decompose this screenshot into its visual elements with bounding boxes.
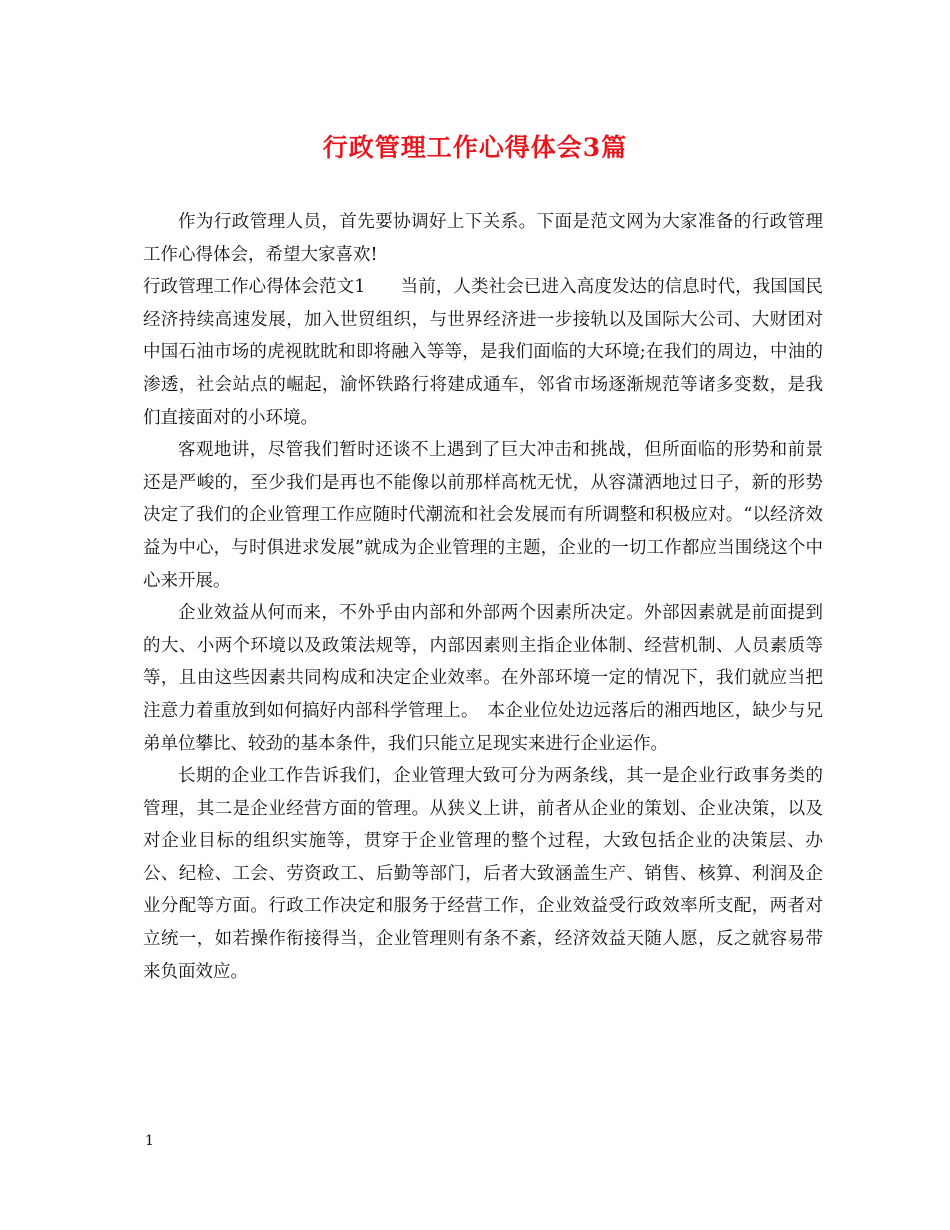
document-title: 行政管理工作心得体会3篇 bbox=[322, 133, 628, 162]
paragraph-3: 企业效益从何而来，不外乎由内部和外部两个因素所决定。外部因素就是前面提到的大、小两个环境以及政策法规等，内部因素则主指企业体制、经营机制、人员素质等等，且由这些因素共同构成和决定企业效率。在外部环境一定的情况下，我们就应当把注意力着重放到如何搞好内部科学管理上。 本企业位处边远落后的湘西地区，缺少与兄弟单位攀比、较劲的基本条件，我们只能立足现实来进行企业运作。 bbox=[143, 603, 823, 754]
page-number: 1 bbox=[145, 1133, 154, 1149]
document-body bbox=[143, 206, 823, 988]
paragraph-intro: 作为行政管理人员，首先要协调好上下关系。下面是范文网为大家准备的行政管理工作心得体会，希望大家喜欢! bbox=[143, 212, 823, 265]
paragraph-1: 行政管理工作心得体会范文1 当前，人类社会已进入高度发达的信息时代，我国国民经济持续高速发展，加入世贸组织，与世界经济进一步接轨以及国际大公司、大财团对中国石油市场的虎视眈眈和即将融入等等，是我们面临的大环境;在我们的周边，中油的渗透，社会站点的崛起，渝怀铁路行将建成通车，邻省市场逐渐规范等诸多变数，是我们直接面对的小环境。 bbox=[143, 277, 823, 428]
paragraph-4: 长期的企业工作告诉我们，企业管理大致可分为两条线，其一是企业行政事务类的管理，其二是企业经营方面的管理。从狭义上讲，前者从企业的策划、企业决策，以及对企业目标的组织实施等，贯穿于企业管理的整个过程，大致包括企业的决策层、办公、纪检、工会、劳资政工、后勤等部门，后者大致涵盖生产、销售、核算、利润及企业分配等方面。行政工作决定和服务于经营工作，企业效益受行政效率所支配，两者对立统一，如若操作衔接得当，企业管理则有条不紊，经济效益天随人愿，反之就容易带来负面效应。 bbox=[143, 766, 823, 982]
paragraph-2: 客观地讲，尽管我们暂时还谈不上遇到了巨大冲击和挑战，但所面临的形势和前景还是严峻的，至少我们是再也不能像以前那样高枕无忧，从容潇洒地过日子，新的形势决定了我们的企业管理工作应随时代潮流和社会发展而有所调整和积极应对。“以经济效益为中心，与时俱进求发展”就成为企业管理的主题，企业的一切工作都应当围绕这个中心来开展。 bbox=[143, 440, 823, 591]
